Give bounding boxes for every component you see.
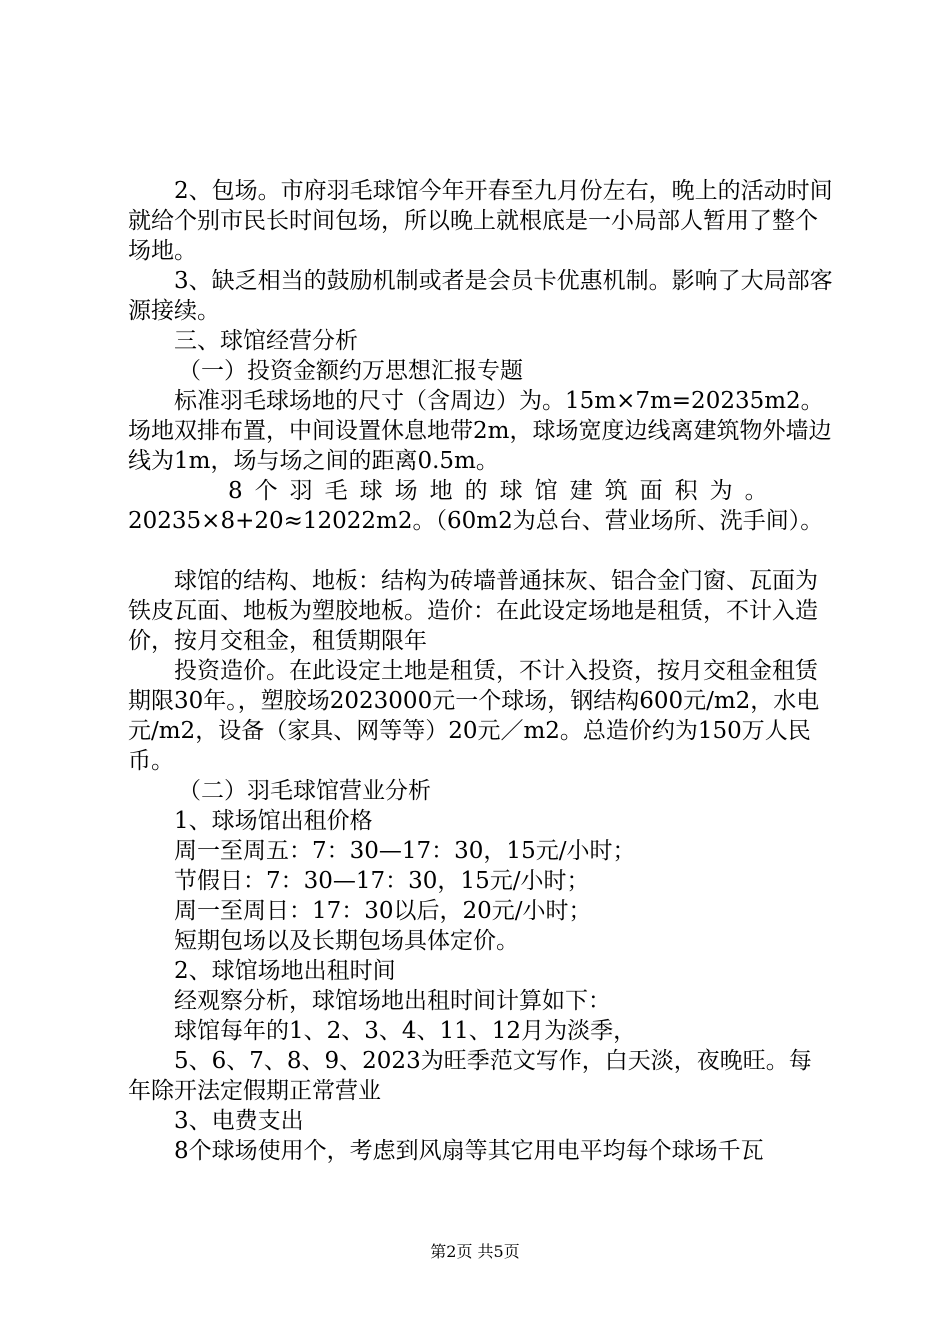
page-number-footer: 第2页 共5页 — [430, 1242, 520, 1261]
document-body — [128, 176, 834, 1166]
item-electricity: 3、电费支出 — [174, 1108, 304, 1134]
price-holiday: 节假日：7：30—17：30，15元/小时； — [174, 868, 590, 894]
paragraph-investment-cost: 投资造价。在此设定土地是租赁，不计入投资，按月交租金租赁期限30年。，塑胶场2023000元一个球场，钢结构600元/m2，水电元/m2，设备（家具、网等等）20元／m2。总造价约为150万人民币。 — [128, 658, 820, 774]
price-package: 短期包场以及长期包场具体定价。 — [174, 928, 519, 954]
paragraph-incentive: 3、缺乏相当的鼓励机制或者是会员卡优惠机制。影响了大局部客源接续。 — [128, 268, 833, 324]
paragraph-building-area: 8个羽毛球场地的球馆建筑面积为。 — [228, 478, 780, 504]
section-heading-operation-analysis: 三、球馆经营分析 — [174, 328, 358, 354]
subsection-heading-business: （二）羽毛球馆营业分析 — [178, 778, 431, 804]
price-evening: 周一至周日：17：30以后，20元/小时； — [174, 898, 592, 924]
subsection-heading-investment: （一）投资金额约万思想汇报专题 — [178, 358, 523, 384]
paragraph-observation: 经观察分析，球馆场地出租时间计算如下： — [174, 988, 611, 1014]
paragraph-court-size: 标准羽毛球场地的尺寸（含周边）为。15m×7m=20235m2。场地双排布置，中间设置休息地带2m，球场宽度边线离建筑物外墙边线为1m，场与场之间的距离0.5m。 — [128, 388, 832, 474]
paragraph-high-season: 5、6、7、8、9、2023为旺季范文写作，白天淡，夜晚旺。每年除开法定假期正常营业 — [128, 1048, 812, 1104]
paragraph-area-formula: 20235×8+20≈12022m2。（60m2为总台、营业场所、洗手间）。 — [128, 508, 824, 534]
paragraph-booking: 2、包场。市府羽毛球馆今年开春至九月份左右，晚上的活动时间就给个别市民长时间包场，所以晚上就根底是一小局部人暂用了整个场地。 — [128, 178, 833, 264]
blank-line — [128, 536, 834, 566]
item-rental-time: 2、球馆场地出租时间 — [174, 958, 396, 984]
paragraph-electricity-usage: 8个球场使用个，考虑到风扇等其它用电平均每个球场千瓦 — [174, 1138, 764, 1164]
price-weekday: 周一至周五：7：30—17：30，15元/小时； — [174, 838, 636, 864]
paragraph-low-season: 球馆每年的1、2、3、4、11、12月为淡季， — [174, 1018, 637, 1044]
item-rental-price: 1、球场馆出租价格 — [174, 808, 373, 834]
paragraph-structure: 球馆的结构、地板：结构为砖墙普通抹灰、铝合金门窗、瓦面为铁皮瓦面、地板为塑胶地板。造价：在此设定场地是租赁，不计入造价，按月交租金，租赁期限年 — [128, 568, 818, 654]
